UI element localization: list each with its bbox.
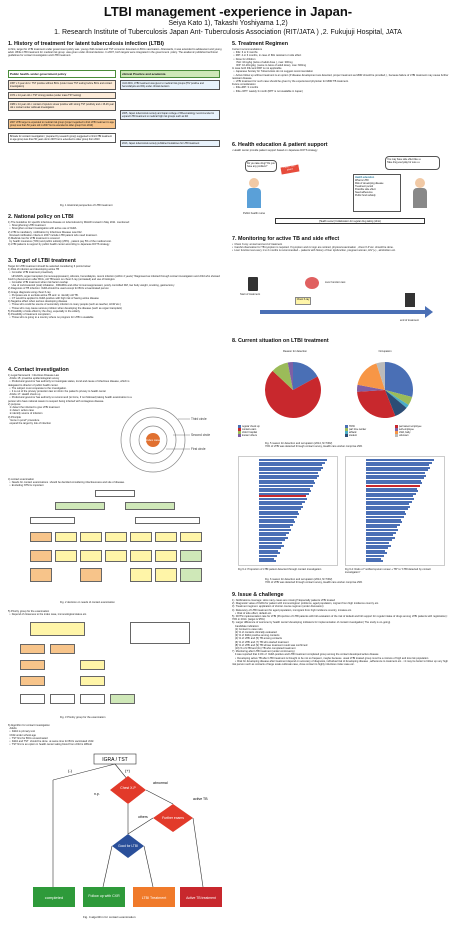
ltbi-label: LTBI Treatment <box>141 896 167 900</box>
edu-item-4: Possible side effect <box>355 188 376 191</box>
priority-mod-2 <box>80 676 105 686</box>
chest-label: Chest X-P <box>120 786 136 790</box>
bar-chart-ratio <box>345 456 445 566</box>
active-label: active TB <box>193 797 208 801</box>
section-6-body: • Health center provide patient support based on Japanese DOTS strategy <box>232 149 318 152</box>
pie2-legend-unknown: unknown <box>395 434 445 437</box>
fig2-caption: Fig. 2 decision on needs of contact examination <box>60 601 115 604</box>
second-circle-label: Second circle <box>191 433 211 437</box>
section-2-body: 1) The Guideline for specific infectious disease on tuberculosis by MHLW revised in May 2011 mentioned: • Strengthening LTBI treatment • Strengthen contact investigation with active use of IGRA 2) LTBI is mandatory notification by Infectious Disease Law #12. Revised notification criteria in 2007 include LTBI patient who need treatment. 3) Medical cost for LTBI treatment is covered by health insurance (70%) and public subsidy (25%) , patient pay 5% of the medical cost. 4) LTBI patients is support by public health center according to Japanese DOTS strategy <box>8 221 130 247</box>
pie-chart-detection <box>258 358 328 423</box>
history-item-2013: 2013, Japan tuberculosis society published Guidelines for LTBI treatment <box>120 140 220 147</box>
history-item-2005: 2005, Japan tuberculosis society and Japan college of Rheumatology recommended to expand LTBI treatment to medical high risk groups such as RA <box>120 110 220 120</box>
priority-others <box>80 694 105 704</box>
history-item-1957: 1957 ≤ 3 year old ≤: TST positive without BCG (under mass TST testing before BCG and contact investigation) <box>8 80 116 90</box>
flow-c5 <box>180 568 202 582</box>
history-left-heading: Public health- under government policy <box>8 70 116 78</box>
flow-b6 <box>155 550 177 562</box>
edu-item-3: Treatment period <box>355 185 374 188</box>
contact-exam-note: 4) contact examination • Needs for contact examinations should be decided considering infectiousness and site of disease. • Excluding NTM is important <box>8 478 125 488</box>
priority-high-1 <box>20 644 45 654</box>
root-label: IGRA / TST <box>102 757 128 763</box>
section-1-body: At first, target for LTBI treatment under government policy was young child contact and TST converter detected on BCG vaccination. Afterwards, it was extended to adolescent and young adult. While LTBI treatment for medical risk group was given under clinical decision. In 2007, both targets were integrated in the government policy. The academic published technical guidelines for contact investigation and LTBI treatment. <box>8 48 223 58</box>
edu-item-2: Risk of developing disease <box>355 182 384 185</box>
chest-xray-label: Chest X-ray <box>295 297 311 305</box>
flow-b1 <box>30 550 52 562</box>
section-9-body: 1) Notifications coverage: How many cases are missing? Especially patients LTBI treated 2) Diagnostic value of IGRA for patient with immunological problems, aged population, migrant from high incidence country etc. 3) Treatment regimen: application of shorter course regimen (under discussion) 4) Relevancy of LTBI treatment for aged population, immigrant from high incidence country, inmates etc. • Risk of side effect, default etc. 5) DOTS implementation rate for LTBI (Proportion of LTBI patients with full evaluation of the risk of default and full support for regular intake of drugs among LTBI patients with registration) : 76% in 2014. (target is 95%) 6) Larger difference of outcome by health center>developing indicators for implementation of contact investigation) The study is on-going) Candidate indicators: (1) Contact to case ratio (2) % of contacts clinically evaluated (3) % of IGRA positive among contacts (4) % of LTBI and (5) TB among contacts (6) % of LTBI and (7) TB who started treatment (8) % of LTBI and (9) TB whose treatment result was confirmed (10) % of LTBI and (11) TB who completed treatment 7) Monitoring after LTBI treatment (under controversy) It was reported that 3.4% of IGRA positive and LTBI treatment completed group among the contact developed active disease • Developing active TB after LTBI treatment is thought to be not so frequent, maybe because usual LTBI treated group must be a mixture of high and low risk population • Risk for developing disease after treatment depend on accuracy of diagnosis, individual risk of developing disease , adherence to treatment etc. ->it may be better to follow up very high risk person such as contacts of large scale outbreak case, close contact to highly infectious index case etc. <box>232 599 449 667</box>
pie1-slices <box>265 362 321 418</box>
fig5-caption: Fig. 5 reason for detection and occupation (2014, N=7362) 70% of LTBI was detected through contact survey, Health care worker comprise 29% <box>265 442 363 448</box>
section-7-heading: 7. Monitoring for active TB and side effect <box>232 236 340 242</box>
flow-a7 <box>180 532 202 542</box>
pie2-legend <box>345 425 445 437</box>
flow-b3 <box>80 550 102 562</box>
flow-a2 <box>55 532 77 542</box>
pie2-title: Occupation <box>378 350 392 353</box>
neg-label: (-) <box>68 768 72 773</box>
flow-c4 <box>155 568 177 582</box>
fig6-2-caption: Fig 6-2: Ratio of "notified sputum smear + TB" to "LTBI detected by contact investigation" <box>345 568 431 574</box>
flow-sputum-box <box>30 517 75 524</box>
pie2-legend-student: student <box>345 434 395 437</box>
flow-c1 <box>30 568 52 582</box>
pie2-legend-parttime: part time worker <box>345 428 395 431</box>
pie2-legend-athletic: athletic <box>345 431 395 434</box>
patient-body-icon <box>413 188 427 208</box>
index-case-label: Index case <box>145 438 161 442</box>
section-5-body: Current recommendations • INH: 6 or 9 months • RIP: 4 or 6 months, in case of INH resistant or side effect • Dose for children INH: 10mg/kg (twice of adult dose ), max: 300mg RIP: 10-20mg/kg (same to twice of adult dose), max: 600mg In case both INH and RFP is not applicable • Japanese Society for Tuberculosis do not suggest recommendation • Active follow up without treatment is an option (If disease development are detected, proper treatment as MDR should be provided.) , because failure of LTBI treatment may cause further resistant disease. • LTBI treatment for such case should be given by the experienced physician for MDR TB treatment. Future consideration • INH+RIP: 3 months • INH+ RPT: weekly 3 month (RPT is not available in Japan) <box>232 48 449 93</box>
bars-a-group <box>239 457 337 565</box>
pie1-legend-regular: regular check up <box>238 425 338 428</box>
priority-less-close <box>50 694 75 704</box>
section-7-body: • Chest X-ray: at start and end of treatment • Careful observation for TB symptom is required. If symptom and /or sign are noticed, physical examination , chest X-P etc. should be done. • Liver function test every 1 to 2 months is recommended – patients with history of liver dysfunction, pregnant woman, HIV (+) , alcoholism etc. <box>232 243 396 253</box>
fig4-caption: Fig. 4 algorithm for contact examination <box>83 915 136 919</box>
history-item-1989: 1989 ≤ 14 year old ≤: contact of sputum smear positive with strong TST positivity and ≤ 15-29 year old ≤ contact under outbreak investigation <box>8 101 116 111</box>
further-label: Further exams <box>162 816 184 820</box>
priority-low <box>110 694 135 704</box>
history-item-guideline: Bricade for contact investigation ( prepared by research group) suggested to limit LTBI treatment to age group less than 50 years old in 2007 but is extended to older group from 2010 <box>8 133 116 143</box>
priority-high-4 <box>20 676 45 686</box>
timeline-bar <box>260 310 425 314</box>
pie2-legend-permanent: permanent employee <box>395 425 445 428</box>
fig3-caption: Fig. 3 Priority group for the examination <box>60 716 106 719</box>
section-9-heading: 9. Issue & challenge <box>232 592 284 598</box>
flow-a6 <box>155 532 177 542</box>
follow-label: Follow up with CXR <box>88 894 120 898</box>
completed-label: completed <box>44 895 64 900</box>
end-treatment-label: end of treatment <box>400 319 419 322</box>
edu-item-5: Need adherence <box>355 191 373 194</box>
history-item-2007: 2007 LTBI target is expanded to medical risk group (project regarded to limit LTBI treatment to age group less than 50 years old in 2007 but is extended to older group from 2010) <box>8 119 116 129</box>
priority-high-3 <box>20 660 45 670</box>
priority-high-2 <box>50 644 75 654</box>
flow-pulmonary-box <box>55 502 105 510</box>
section-8-heading: 8. Current situation on LTBI treatment <box>232 338 329 344</box>
priority-mod-1 <box>80 660 105 670</box>
patient-head-icon <box>415 178 425 188</box>
section-3-heading: 3. Target of LTBI treatment <box>8 258 76 264</box>
nurse-label: Public health nurse <box>243 212 266 215</box>
fig3-priority-diagram <box>20 622 190 712</box>
affiliation: 1. Research Institute of Tuberculosis Japan Ant- Tuberculosis Association (RIT/JATA ) ,2. Fukujuji Hospital, JATA <box>54 29 402 36</box>
liver-icon <box>305 277 319 289</box>
start-treatment-label: Start of treatment <box>240 293 261 296</box>
priority-note-box <box>130 622 190 644</box>
edu-item-1: What is LTBI <box>355 179 369 182</box>
fig2-flowchart <box>30 490 205 598</box>
pie1-legend-clinic: clinic/ hospital <box>238 431 338 434</box>
pie-chart-occupation <box>350 358 420 423</box>
section-5-heading: 5. Treatment Regimen <box>232 41 289 47</box>
flow-a1 <box>30 532 52 542</box>
priority-top-box <box>30 622 85 636</box>
flow-top-box <box>95 490 135 497</box>
take-drug-text: Take drug everyday for sure ••• <box>387 161 420 164</box>
np-label: n.p. <box>94 792 100 796</box>
nurse-head-icon <box>249 178 259 188</box>
pie2-legend-self: self-employee <box>395 428 445 431</box>
pie2-legend-child: child, baby <box>395 431 445 434</box>
section-3-body: Target for LTBI treatment should be selected considering 6 points below: 1) Risk of infection and developing active TB • Consider LTBI treatment proactively HIV/AIDS, organ transplant (immunosuppressant), silicosis, hemodialysis, recent infection (within 2 years) *diagnosed as infected through contact investigation and child who showed Koch's phenomenon after BCG, old TB lesion on chest X-ray (untreated) and use of biologics • Consider LTBI treatment when risk factor overlap Use of corticosteroid (oral) inhalation , DMARDs and other immunosuppressant, poorly controlled DM, low body weight, smoking, gastrectomy 2) Diagnosis of TB infection: IGRA should be used except for BCG unvaccinated person 3) Image diagnosis using chest X-ray • Purposes are to exclude active TB and to identify old TB. • CT would be applied to IGRA positive with high risk of having active disease 4) Negative effect when serious developing disease • Those who could be source of secondary infection to many people (such as teacher, HCW etc.) • Those who may cause serious problem when developing the disease (such as organ transplant) 5) Possibility of side effect by the drug, especially in the elderly 6) Possibility of treatment completion • Those who is going to a country where no program for LTBI is available <box>8 265 220 320</box>
pie1-title: Reason for detection <box>283 350 307 353</box>
section-6-heading: 6. Health education & patient support <box>232 142 328 148</box>
nurse-body-icon <box>247 188 261 208</box>
flow-b7 <box>180 550 202 562</box>
fig1-caption: Fig. 1 Historical perspective of LTBI treatment <box>60 204 113 207</box>
bars-b-group <box>346 457 444 565</box>
health-center-footer: [Health center] Collaboration for regular drug taking (clinic) <box>275 218 425 224</box>
education-box <box>353 174 401 212</box>
abnormal-label: abnormal <box>153 781 168 785</box>
bar-row <box>366 560 383 562</box>
flow-c3 <box>130 568 152 582</box>
health-education-figure <box>235 156 450 231</box>
bar-chart-contact-proportion <box>238 456 338 566</box>
pie1-legend-contact: contact exam <box>238 428 338 431</box>
third-circle-label: Third circle <box>191 417 207 421</box>
bar-row <box>259 560 276 562</box>
monitoring-timeline <box>240 275 445 337</box>
others-label: others <box>138 815 148 819</box>
flow-a4 <box>105 532 127 542</box>
pie2-slices <box>357 362 413 418</box>
education-title: Health education <box>355 176 375 179</box>
client-label: Client / Visit / phone <box>281 164 300 174</box>
fig4-algorithm <box>8 752 223 930</box>
question-bubble: Do you take drug? Do you have any problem? <box>245 160 277 172</box>
history-right-heading: clinical Practice and academia <box>120 70 220 78</box>
poster-title: LTBI management -experience in Japan- <box>103 4 353 19</box>
xray-start-icon <box>248 277 258 291</box>
stone-in-pond-diagram <box>118 405 223 475</box>
side-effect-text: You may have side effect like ••• <box>387 158 422 161</box>
flow-c2 <box>80 568 102 582</box>
flow-extrapulmonary-box <box>125 502 175 510</box>
history-left-panel <box>8 70 116 200</box>
first-circle-label: First circle <box>191 447 206 451</box>
history-item-2001: Until 2001, LTBI treatment was given to medical risk groups (HIV positive and hemodialysis and RA) under clinical decision <box>120 80 220 90</box>
flow-a3 <box>80 532 102 542</box>
priority-close <box>20 694 45 704</box>
liver-test-label: Liver function test <box>325 281 346 284</box>
history-right-panel <box>120 70 220 200</box>
flow-b4 <box>105 550 127 562</box>
fig6-1-caption: Fig 6-1: Proportion of LTBI patient detected through contact investigation <box>238 568 322 571</box>
chest-diamond <box>110 776 146 804</box>
flow-b2 <box>55 550 77 562</box>
flow-contact-box <box>135 517 200 524</box>
priority-text: 5) Priority group for the examination • Depend of closeness to the index case, immunological status etc. <box>8 610 87 617</box>
good-label: Good for LTBI <box>118 844 138 848</box>
xray-end-icon <box>405 293 415 307</box>
algorithm-text: 6) Algorithm for contact investigation Adults • IGRA is primary tool Child under school age • TST first for BCG unvaccinated • IGRA and TST should be done at same time for BCG vaccinated child • TST first is an option in health center taking blood from child is difficult <box>8 724 94 747</box>
fig6-caption: Fig. 6 reason for detection and occupation (2014, N=7362) 70% of LTBI was detected through contact survey, Health care worker comprise 29% <box>265 578 363 584</box>
history-item-1974: 1974 ≤ 14 year old ≤: TST strong positive (under mass TST testing) <box>8 92 116 99</box>
pos-label: (+) <box>125 768 130 773</box>
pie1-legend-known: known/ others <box>238 434 338 437</box>
edu-item-6: Public fund subsidy <box>355 194 376 197</box>
side-effect-bubble <box>385 156 440 170</box>
timeline-arrow-icon <box>425 306 433 318</box>
authors: Seiya Kato 1), Takashi Yoshiyama 1,2) <box>168 20 288 27</box>
section-4-body: 1) Legal framework : Infectious Disease Law Article 15: proactive epidemiological survey • Prefectural governor has authority to investigate status, trend and cause of infectious disease, which is delegated to director of public health center. • The subject must cooperate to the investigation. • It is out of the privacy protection law to inform the patient's privacy to health center Article 17: Health check up • Prefectural governor has authority to recommend (to force, if not followed) taking health examination to a person who have rational reason to suspect being infected with contagious disease. 2) purpose ① detect the infected to give LTBI treatment ② detect active case ③ identify source of infection 3) Principle "stone in pond" procedure expand the target by risk of infection <box>8 374 132 426</box>
flow-a5 <box>130 532 152 542</box>
atb-label: Active TB treatment <box>186 896 216 900</box>
flow-b5 <box>130 550 152 562</box>
pie2-legend-hcw: HCW <box>345 425 395 428</box>
section-2-heading: 2. National policy on LTBI <box>8 214 74 220</box>
pie1-legend <box>238 425 338 437</box>
section-1-heading: 1. History of treatment for latent tuberculosis infection (LTBI) <box>8 41 164 47</box>
section-4-heading: 4. Contact investigation <box>8 367 69 373</box>
